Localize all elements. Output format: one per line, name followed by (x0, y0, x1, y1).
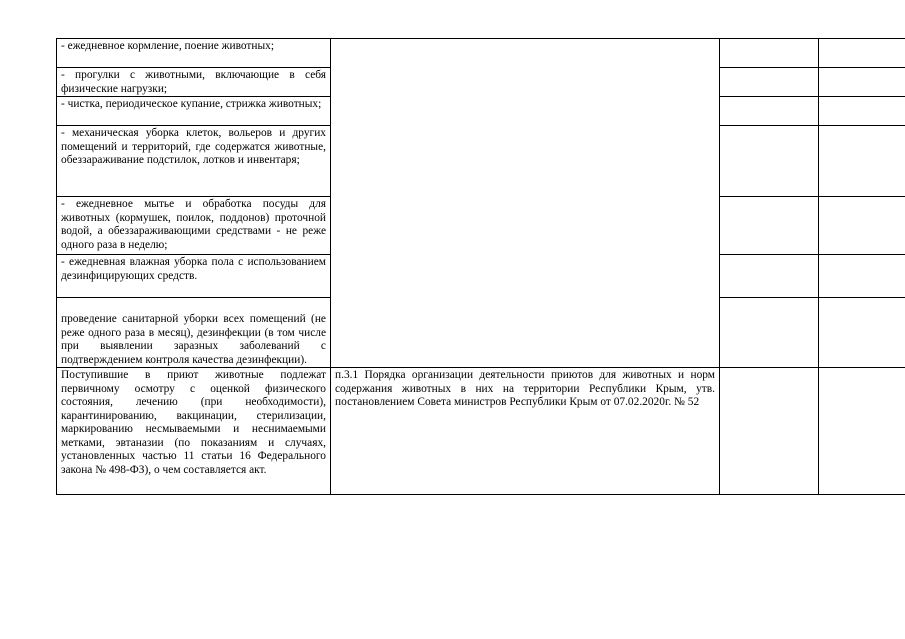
requirement-cell: - механическая уборка клеток, вольеров и других помещений и территорий, где содержатся животные, обеззараживание подстилок, лотков и инвентаря; (57, 126, 331, 197)
requirement-cell: - прогулки с животными, включающие в себя физические нагрузки; (57, 68, 331, 97)
requirement-cell: Поступившие в приют животные подлежат первичному осмотру с оценкой физического состояния, лечению (при необходимости), карантинированию, вакцинации, стерилизации, маркированию несмываемыми и неснимаемыми метками, эвтаназии (по показаниям и случаях, установленных частью 11 статьи 16 Федерального закона № 498-ФЗ), о чем составляется акт. (57, 368, 331, 495)
requirement-cell: - ежедневное мытье и обработка посуды для животных (кормушек, поилок, поддонов) проточной водой, а обеззараживающими средствами - не реже одного раза в неделю; (57, 197, 331, 255)
requirement-cell: - ежедневное кормление, поение животных; (57, 39, 331, 68)
table-cell-empty (819, 298, 905, 368)
table-row (57, 39, 905, 68)
table-row (57, 368, 905, 495)
table-cell-empty (819, 368, 905, 495)
table-cell-empty (819, 126, 905, 197)
table-cell-empty (819, 97, 905, 126)
table-cell-empty (819, 39, 905, 68)
requirement-cell: - ежедневная влажная уборка пола с использованием дезинфицирующих средств. (57, 255, 331, 298)
table-cell-empty (720, 126, 819, 197)
table-cell-empty (720, 298, 819, 368)
legal-reference-cell-empty (331, 39, 720, 368)
table-cell-empty (819, 255, 905, 298)
table-cell-empty (720, 368, 819, 495)
requirements-table (56, 38, 905, 495)
requirement-cell: проведение санитарной уборки всех помещений (не реже одного раза в месяц), дезинфекции (в том числе при выявлении заразных заболеваний с подтверждением контроля качества дезинфекции). (57, 298, 331, 368)
table-cell-empty (720, 197, 819, 255)
table-cell-empty (720, 39, 819, 68)
table-cell-empty (819, 68, 905, 97)
table-cell-empty (720, 255, 819, 298)
table-cell-empty (720, 68, 819, 97)
table-cell-empty (819, 197, 905, 255)
table-cell-empty (720, 97, 819, 126)
requirement-cell: - чистка, периодическое купание, стрижка животных; (57, 97, 331, 126)
legal-reference-cell: п.3.1 Порядка организации деятельности приютов для животных и норм содержания животных в них на территории Республики Крым, утв. постановлением Совета министров Республики Крым от 07.02.2020г. № 52 (331, 368, 720, 495)
